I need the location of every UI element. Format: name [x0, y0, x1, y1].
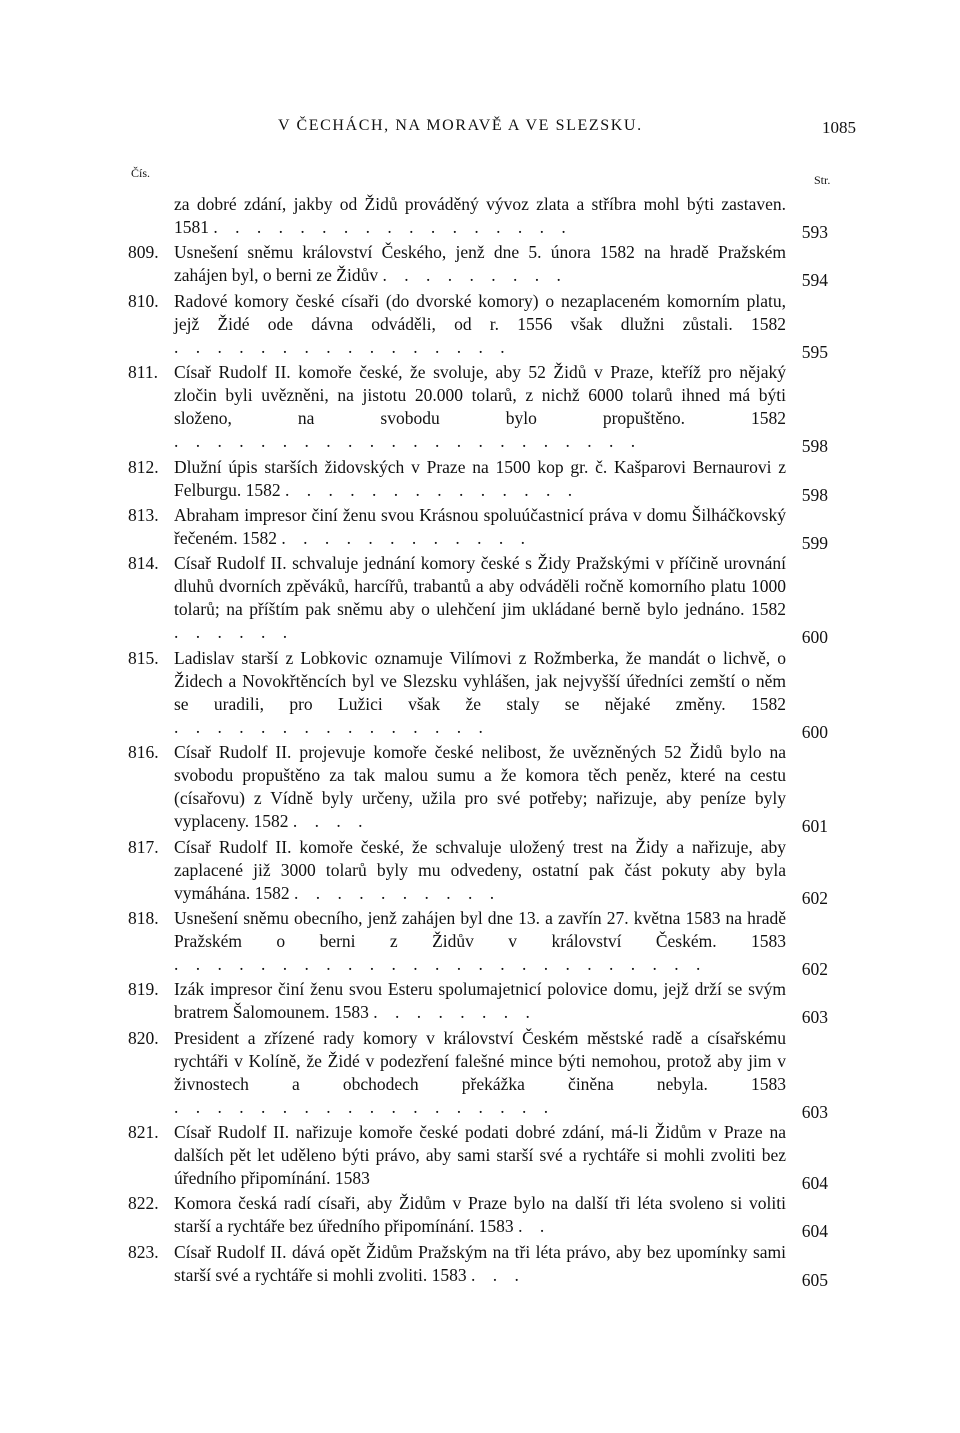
entry-page-number: 598 [801, 484, 828, 505]
leader-dots: . . . . . . . . . . . . . . . . [174, 336, 512, 357]
list-item [128, 193, 828, 242]
entry-number: 817. [128, 836, 159, 857]
entry-number: 816. [128, 742, 159, 763]
entry-text: Císař Rudolf II. schvaluje jednání komory české s Židy Pražskými v příčině urovnání dluhů dvorních zpěváků, harcířů, trabantů a aby odváděli ročně komorního platu 1000 tolarů; na příštím pak sněmu aby o ulehčení jim ukládané berně bylo jednáno. 1582 [174, 553, 786, 620]
entry-text: Ladislav starší z Lobkovic oznamuje Vilímovi z Rožmberka, že mandát o lichvě, o Židech a Novokřtěncích byl ve Slezsku vyhlášen, jak nejvyšší úředníci zemští o něm se uradili, pro Lužici však že staly se nějaké změny. 1582 [174, 647, 786, 714]
list-item [128, 361, 828, 457]
page-number: 1085 [822, 118, 856, 137]
list-item [128, 1192, 828, 1242]
entry-page-number: 602 [801, 887, 828, 908]
entry-text: za dobré zdání, jakby od Židů prováděný vývoz zlata a stříbra mohl býti zastaven. 1581 [174, 194, 786, 237]
entry-number: 813. [128, 504, 159, 525]
entry-description [174, 1192, 786, 1238]
entry-text: Císař Rudolf II. dává opět Židům Pražským na tři léta právo, aby bez upomínky sami starší své a rychtáře si mohli zvoliti. 1583 [174, 1241, 786, 1285]
list-item [128, 836, 828, 908]
list-item [128, 290, 828, 362]
list-item [128, 1241, 828, 1290]
entry-number: 821. [128, 1122, 159, 1143]
leader-dots: . . . . . . . . . [382, 265, 568, 286]
entry-text: Izák impresor činí ženu svou Esteru spolumajetnicí polovice domu, jejž drží se svým bratrem Šalomounem. 1583 [174, 979, 786, 1023]
entry-description [174, 978, 786, 1024]
list-item [128, 978, 828, 1028]
entry-page-number: 600 [801, 721, 828, 742]
entry-description [174, 836, 786, 905]
entry-description [174, 1241, 786, 1287]
entry-page-number: 605 [801, 1269, 828, 1290]
leader-dots: . . . . . . . . . . . . . . [285, 479, 579, 500]
list-item [128, 241, 828, 291]
entry-page-number: 598 [801, 436, 828, 457]
entry-text: Císař Rudolf II. projevuje komoře české nelibost, že uvězněných 52 Židů bylo na svobodu propuštěno za tak malou sumu a že komora těch peněz, které na cestu (císařovu) z Vídně byly určeny, užila pro své potřeby; nařizuje, aby peníze byly vyplaceny. 1582 [174, 742, 786, 832]
entry-description [174, 647, 786, 739]
entry-description [174, 456, 786, 502]
leader-dots: . . . . . . . . [373, 1002, 537, 1023]
leader-dots: . . . . . . . . . . [294, 882, 501, 903]
entry-description [174, 290, 786, 359]
list-item [128, 741, 828, 837]
leader-dots: . . . . [292, 811, 370, 832]
page-column-label: Str. [814, 173, 831, 187]
running-head: V ČECHÁCH, NA MORAVĚ A VE SLEZSKU. [278, 117, 643, 134]
entry-text: Komora česká radí císaři, aby Židům v Praze bylo na další tři léta svoleno si voliti starší a rychtáře bez úředního připomínání. 1583 [174, 1193, 786, 1237]
entry-text: Usnešení sněmu království Českého, jenž dne 5. února 1582 na hradě Pražském zahájen byl, o berni ze Židův [174, 242, 786, 286]
entry-text: President a zřízené rady komory v království Českém městské radě a císařskému rychtáři v Kolíně, že Židé v podezření falešné mince býti nemohou, protož aby jim v živnostech a obchodech překážka činěna nebyla. 1583 [174, 1027, 786, 1094]
leader-dots: . . . . . . . . . . . . . . . . . [213, 217, 573, 237]
entry-number: 811. [128, 362, 158, 383]
entry-number: 818. [128, 907, 159, 928]
entry-number: 820. [128, 1027, 159, 1048]
entry-number: 815. [128, 647, 159, 668]
list-item [128, 552, 828, 648]
entry-description [174, 361, 786, 453]
entry-page-number: 599 [801, 532, 828, 553]
entry-number: 810. [128, 290, 159, 311]
entry-description [174, 504, 786, 550]
list-item [128, 907, 828, 979]
list-item [128, 1027, 828, 1122]
list-item [128, 504, 828, 553]
entry-description [174, 907, 786, 976]
entry-page-number: 604 [801, 1173, 828, 1194]
entry-list [128, 193, 828, 1289]
entry-description [174, 1121, 786, 1190]
number-column-label: Čís. [131, 166, 151, 180]
entry-page-number: 595 [801, 341, 828, 362]
entry-page-number: 601 [801, 816, 828, 837]
leader-dots: . . . [470, 1264, 526, 1285]
entry-number: 812. [128, 456, 159, 477]
leader-dots: . . [518, 1216, 551, 1237]
entry-page-number: 603 [801, 1101, 828, 1122]
entry-text: Abraham impresor činí ženu svou Krásnou spoluúčastnicí práva v domu Šilháčkovský řečeném. 1582 [174, 504, 786, 548]
leader-dots: . . . . . . [174, 622, 294, 643]
entry-number: 814. [128, 553, 159, 574]
entry-page-number: 593 [801, 222, 828, 242]
entry-text: Radové komory české císaři (do dvorské komory) o nezaplaceném komorním platu, jejž Židé ode dávna odváděli, od r. 1556 však dlužni zůstali. 1582 [174, 290, 786, 334]
list-item [128, 1121, 828, 1194]
entry-text: Císař Rudolf II. komoře české, že schvaluje uložený trest na Židy a nařizuje, aby zaplacené již 3000 tolarů byly mu odvedeny, ostatní pak část pokuty aby byla vymáhána. 1582 [174, 836, 786, 903]
entry-description [174, 741, 786, 833]
entry-text: Císař Rudolf II. nařizuje komoře české podati dobré zdání, má-li Židům v Praze na dalších pět let uděleno býti právo, aby sami starší své a rychtáře si mohli zvoliti bez úředního připomínání. 1583 [174, 1122, 786, 1189]
entry-number: 819. [128, 979, 159, 1000]
list-item [128, 647, 828, 742]
entry-description [174, 241, 786, 287]
list-item [128, 456, 828, 505]
entry-page-number: 600 [801, 627, 828, 648]
leader-dots: . . . . . . . . . . . . [281, 527, 532, 548]
leader-dots: . . . . . . . . . . . . . . . . . . . . . . [174, 431, 642, 452]
entry-description [174, 552, 786, 644]
entry-number: 823. [128, 1241, 159, 1262]
entry-number: 822. [128, 1193, 159, 1214]
entry-description [174, 1027, 786, 1119]
leader-dots: . . . . . . . . . . . . . . . . . . . . . . . . . [174, 953, 707, 974]
entry-page-number: 604 [801, 1221, 828, 1242]
entry-text: Usnešení sněmu obecního, jenž zahájen byl dne 13. a zavřín 27. května 1583 na hradě Pražském o berni z Židův v království Českém. 1583 [174, 907, 786, 951]
entry-page-number: 594 [801, 270, 828, 291]
entry-description [174, 193, 786, 239]
entry-page-number: 602 [801, 958, 828, 979]
entry-text: Císař Rudolf II. komoře české, že svoluje, aby 52 Židů v Praze, kteříž pro nějaký zločin byli uvězněni, na jistotu 20.000 tolarů, z nichž 6000 tolarů ihned má býti složeno, na svobodu bylo propuštěno. 1582 [174, 362, 786, 429]
entry-page-number: 603 [801, 1007, 828, 1028]
entry-text: Dlužní úpis starších židovských v Praze na 1500 kop gr. č. Kašparovi Bernaurovi z Felburgu. 1582 [174, 456, 786, 500]
entry-number: 809. [128, 242, 159, 263]
leader-dots: . . . . . . . . . . . . . . . [174, 716, 490, 737]
leader-dots: . . . . . . . . . . . . . . . . . . [174, 1096, 555, 1117]
